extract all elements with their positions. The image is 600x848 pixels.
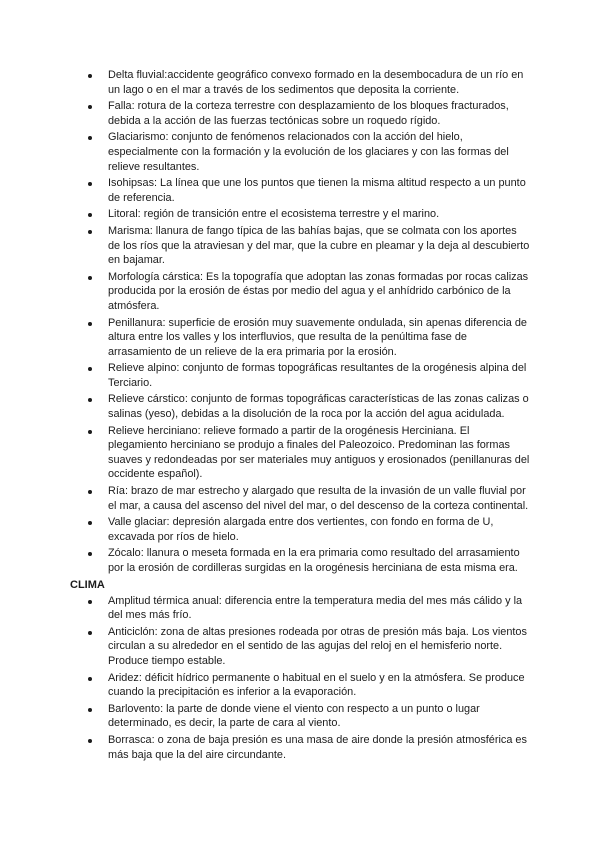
geography-list	[70, 68, 530, 576]
list-item	[70, 99, 530, 128]
bullet-icon	[88, 74, 92, 78]
list-item	[70, 733, 530, 762]
bullet-icon	[88, 739, 92, 743]
bullet-icon	[88, 552, 92, 556]
definition-text: Borrasca: o zona de baja presión es una masa de aire donde la presión atmosférica es más baja que la del aire circundante.	[108, 733, 527, 761]
list-item	[70, 515, 530, 544]
bullet-icon	[88, 230, 92, 234]
document-content	[70, 68, 530, 764]
list-item	[70, 594, 530, 623]
bullet-icon	[88, 367, 92, 371]
definition-text: Marisma: llanura de fango típica de las bahías bajas, que se colmata con los aportes de los ríos que la atraviesan y del mar, que la cubre en pleamar y la deja al descubierto en bajamar.	[108, 224, 530, 267]
list-item	[70, 484, 530, 513]
definition-text: Penillanura: superficie de erosión muy suavemente ondulada, sin apenas diferencia de altura entre los valles y los interfluvios, que resulta de la penúltima fase de arrasamiento de un relieve de la era primaria por la erosión.	[108, 316, 527, 358]
list-item	[70, 316, 530, 360]
list-item	[70, 68, 530, 97]
definition-text: Relieve herciniano: relieve formado a partir de la orogénesis Herciniana. El plegamiento herciniano se produjo a finales del Paleozoico. Predominan las formas suaves y redondeadas por ser materiales muy antiguos y erosionados (penillanuras del occidente español).	[108, 424, 530, 481]
definition-text: Zócalo: llanura o meseta formada en la era primaria como resultado del arrasamiento por la erosión de cordilleras surgidas en la orogénesis herciniana de esta misma era.	[108, 547, 520, 574]
definition-text: Relieve alpino: conjunto de formas topográficas resultantes de la orogénesis alpina del Terciario.	[108, 362, 527, 389]
definition-text: Ría: brazo de mar estrecho y alargado que resulta de la invasión de un valle fluvial por el mar, a causa del ascenso del nivel del mar, o del descenso de la corteza continental.	[108, 485, 529, 512]
definition-text: Falla: rotura de la corteza terrestre con desplazamiento de los bloques fracturados, debida a la acción de las fuerzas tectónicas sobre un roquedo rígido.	[108, 100, 509, 127]
list-item	[70, 671, 530, 700]
bullet-icon	[88, 430, 92, 434]
list-item	[70, 270, 530, 314]
list-item	[70, 625, 530, 669]
list-item	[70, 207, 530, 222]
bullet-icon	[88, 677, 92, 681]
definition-text: Delta fluvial:accidente geográfico convexo formado en la desembocadura de un río en un lago o en el mar a través de los sedimentos que deposita la corriente.	[108, 69, 524, 96]
definition-text: Relieve cárstico: conjunto de formas topográficas características de las zonas calizas o salinas (yeso), debidas a la disolución de la roca por la acción del agua acidulada.	[108, 393, 529, 421]
bullet-icon	[88, 182, 92, 186]
list-item	[70, 702, 530, 731]
bullet-icon	[88, 105, 92, 109]
bullet-icon	[88, 136, 92, 140]
definition-text: Glaciarismo: conjunto de fenómenos relacionados con la acción del hielo, especialmente con la formación y la evolución de los glaciares y con las formas del relieve resultantes.	[108, 131, 509, 173]
list-item	[70, 224, 530, 268]
list-item	[70, 130, 530, 174]
definition-text: Morfología cárstica: Es la topografía que adoptan las zonas formadas por rocas calizas producida por la erosión de éstas por medio del agua y el anhídrido carbónico de la atmósfera.	[108, 270, 529, 312]
section-heading-clima: CLIMA	[70, 578, 105, 591]
climate-list	[70, 594, 530, 763]
list-item	[70, 392, 530, 421]
list-item	[70, 361, 530, 390]
bullet-icon	[88, 490, 92, 494]
list-item	[70, 176, 530, 205]
list-item	[70, 546, 530, 575]
bullet-icon	[88, 708, 92, 712]
definition-text: Barlovento: la parte de donde viene el viento con respecto a un punto o lugar determinado, es decir, la parte de cara al viento.	[108, 702, 480, 730]
definition-text: Amplitud térmica anual: diferencia entre la temperatura media del mes más cálido y la del mes más frío.	[108, 594, 523, 622]
bullet-icon	[88, 631, 92, 635]
definition-text: Litoral: región de transición entre el ecosistema terrestre y el marino.	[108, 208, 440, 221]
definition-text: Anticiclón: zona de altas presiones rodeada por otras de presión más baja. Los vientos circulan a su alrededor en el sentido de las agujas del reloj en el hemisferio norte. Produce tiempo estable.	[108, 625, 527, 667]
bullet-icon	[88, 521, 92, 525]
bullet-icon	[88, 322, 92, 326]
definition-text: Valle glaciar: depresión alargada entre dos vertientes, con fondo en forma de U, excavada por ríos de hielo.	[108, 516, 494, 543]
bullet-icon	[88, 398, 92, 402]
bullet-icon	[88, 276, 92, 280]
definition-text: Aridez: déficit hídrico permanente o habitual en el suelo y en la atmósfera. Se produce cuando la precipitación es inferior a la evaporación.	[108, 671, 525, 699]
bullet-icon	[88, 600, 92, 604]
bullet-icon	[88, 213, 92, 217]
list-item	[70, 424, 530, 482]
definition-text: Isohipsas: La línea que une los puntos que tienen la misma altitud respecto a un punto de referencia.	[108, 177, 526, 204]
